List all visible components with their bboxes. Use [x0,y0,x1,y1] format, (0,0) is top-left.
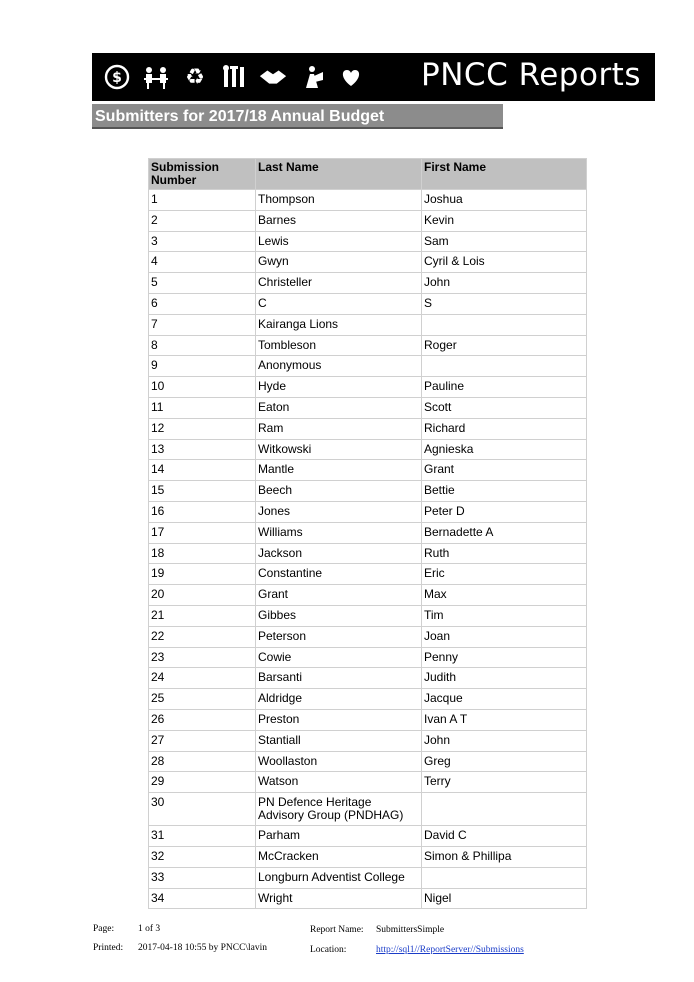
cell-first-name: Bettie [422,481,587,502]
cell-last-name: Jones [256,501,422,522]
cell-last-name: Hyde [256,377,422,398]
cell-first-name: Jacque [422,689,587,710]
cell-submission-number: 2 [149,210,256,231]
table-row [149,751,587,772]
cell-last-name: Barsanti [256,668,422,689]
cell-submission-number: 24 [149,668,256,689]
cell-first-name [422,314,587,335]
cell-submission-number: 10 [149,377,256,398]
cell-submission-number: 8 [149,335,256,356]
cell-last-name: Kairanga Lions [256,314,422,335]
submitters-table [148,158,587,909]
table-row [149,709,587,730]
table-row [149,605,587,626]
location-label: Location: [310,945,347,955]
report-name-label: Report Name: [310,925,364,935]
cell-last-name: Parham [256,826,422,847]
page-label: Page: [93,924,115,934]
table-row [149,377,587,398]
cell-last-name: Barnes [256,210,422,231]
printed-label: Printed: [93,943,124,953]
table-row [149,356,587,377]
table-row [149,210,587,231]
cell-submission-number: 6 [149,293,256,314]
tools-icon [219,62,249,92]
table-row [149,481,587,502]
cell-submission-number: 26 [149,709,256,730]
table-row [149,585,587,606]
cell-submission-number: 4 [149,252,256,273]
cell-submission-number: 7 [149,314,256,335]
cell-submission-number: 28 [149,751,256,772]
cell-first-name: Pauline [422,377,587,398]
printed-value: 2017-04-18 10:55 by PNCC\lavin [138,943,268,953]
page-value: 1 of 3 [138,924,161,934]
cell-first-name: David C [422,826,587,847]
cell-first-name: Scott [422,397,587,418]
cell-first-name: Nigel [422,888,587,909]
cell-submission-number: 20 [149,585,256,606]
cell-submission-number: 17 [149,522,256,543]
table-row [149,252,587,273]
cell-last-name: Christeller [256,273,422,294]
table-row [149,543,587,564]
cell-first-name: Grant [422,460,587,481]
cell-last-name: Mantle [256,460,422,481]
cell-last-name: Constantine [256,564,422,585]
dollar-icon [102,62,132,92]
cell-first-name: John [422,273,587,294]
table-row [149,397,587,418]
table-row [149,626,587,647]
report-name-value: SubmittersSimple [376,925,445,935]
table-row [149,772,587,793]
cell-first-name: Greg [422,751,587,772]
cell-first-name: Eric [422,564,587,585]
cell-submission-number: 23 [149,647,256,668]
location-link[interactable]: http://sql1//ReportServer//Submissions [376,945,524,955]
cell-submission-number: 1 [149,190,256,211]
table-row [149,231,587,252]
cell-last-name: C [256,293,422,314]
table-row [149,501,587,522]
cell-last-name: Watson [256,772,422,793]
table-row [149,668,587,689]
banner-icons [102,61,366,93]
handshake-icon [258,62,288,92]
cell-first-name: S [422,293,587,314]
cell-last-name: Peterson [256,626,422,647]
cell-submission-number: 22 [149,626,256,647]
reader-icon [297,62,327,92]
cell-first-name: Roger [422,335,587,356]
cell-first-name: Agnieska [422,439,587,460]
table-row [149,647,587,668]
cell-first-name: Richard [422,418,587,439]
header-first-name: First Name [422,159,587,190]
table-row [149,293,587,314]
heart-hand-icon [336,62,366,92]
header-submission-number: Submission Number [149,159,256,190]
table-row [149,826,587,847]
cell-last-name: Williams [256,522,422,543]
cell-last-name: Beech [256,481,422,502]
table-row [149,190,587,211]
cell-first-name [422,356,587,377]
cell-first-name: Simon & Phillipa [422,846,587,867]
table-row [149,273,587,294]
cell-last-name: Cowie [256,647,422,668]
cell-first-name: Penny [422,647,587,668]
cell-submission-number: 29 [149,772,256,793]
cell-first-name: Joshua [422,190,587,211]
cell-last-name: Wright [256,888,422,909]
cell-first-name: Sam [422,231,587,252]
cell-submission-number: 16 [149,501,256,522]
cell-first-name: Cyril & Lois [422,252,587,273]
table-row [149,335,587,356]
cell-submission-number: 27 [149,730,256,751]
cell-first-name: Bernadette A [422,522,587,543]
cell-submission-number: 3 [149,231,256,252]
cell-submission-number: 19 [149,564,256,585]
cell-last-name: Ram [256,418,422,439]
table-row [149,418,587,439]
cell-first-name: Joan [422,626,587,647]
people-icon [141,62,171,92]
cell-last-name: Woollaston [256,751,422,772]
cell-last-name: Grant [256,585,422,606]
cell-first-name [422,793,587,826]
recycle-icon: ♻ [185,64,205,90]
table-row [149,867,587,888]
cell-first-name: Kevin [422,210,587,231]
table-body [149,190,587,909]
cell-last-name: Gibbes [256,605,422,626]
cell-submission-number: 32 [149,846,256,867]
cell-first-name: Terry [422,772,587,793]
cell-submission-number: 12 [149,418,256,439]
cell-submission-number: 18 [149,543,256,564]
table-row [149,888,587,909]
cell-submission-number: 5 [149,273,256,294]
cell-last-name: Aldridge [256,689,422,710]
table-row [149,314,587,335]
cell-submission-number: 33 [149,867,256,888]
report-banner [92,53,655,101]
cell-last-name: PN Defence Heritage Advisory Group (PNDHAG) [256,793,422,826]
cell-submission-number: 34 [149,888,256,909]
cell-last-name: McCracken [256,846,422,867]
cell-last-name: Longburn Adventist College [256,867,422,888]
table-header-row [149,159,587,190]
cell-submission-number: 21 [149,605,256,626]
report-title: Submitters for 2017/18 Annual Budget [92,104,503,129]
table-row [149,689,587,710]
header-last-name: Last Name [256,159,422,190]
table-row [149,730,587,751]
brand-title: PNCC Reports [421,57,641,93]
cell-submission-number: 31 [149,826,256,847]
cell-last-name: Eaton [256,397,422,418]
cell-last-name: Tombleson [256,335,422,356]
cell-submission-number: 30 [149,793,256,826]
cell-submission-number: 25 [149,689,256,710]
table-row [149,846,587,867]
cell-submission-number: 14 [149,460,256,481]
cell-first-name: John [422,730,587,751]
cell-last-name: Anonymous [256,356,422,377]
cell-last-name: Thompson [256,190,422,211]
table-row [149,439,587,460]
cell-submission-number: 9 [149,356,256,377]
table-row [149,564,587,585]
cell-first-name: Tim [422,605,587,626]
table-row [149,460,587,481]
cell-last-name: Jackson [256,543,422,564]
cell-first-name: Max [422,585,587,606]
cell-first-name: Peter D [422,501,587,522]
cell-first-name [422,867,587,888]
cell-last-name: Stantiall [256,730,422,751]
cell-last-name: Witkowski [256,439,422,460]
table-row [149,793,587,826]
cell-last-name: Gwyn [256,252,422,273]
cell-first-name: Judith [422,668,587,689]
svg-text:$: $ [112,70,122,86]
cell-submission-number: 13 [149,439,256,460]
table-row [149,522,587,543]
cell-first-name: Ivan A T [422,709,587,730]
cell-last-name: Lewis [256,231,422,252]
cell-submission-number: 11 [149,397,256,418]
cell-last-name: Preston [256,709,422,730]
cell-first-name: Ruth [422,543,587,564]
cell-submission-number: 15 [149,481,256,502]
